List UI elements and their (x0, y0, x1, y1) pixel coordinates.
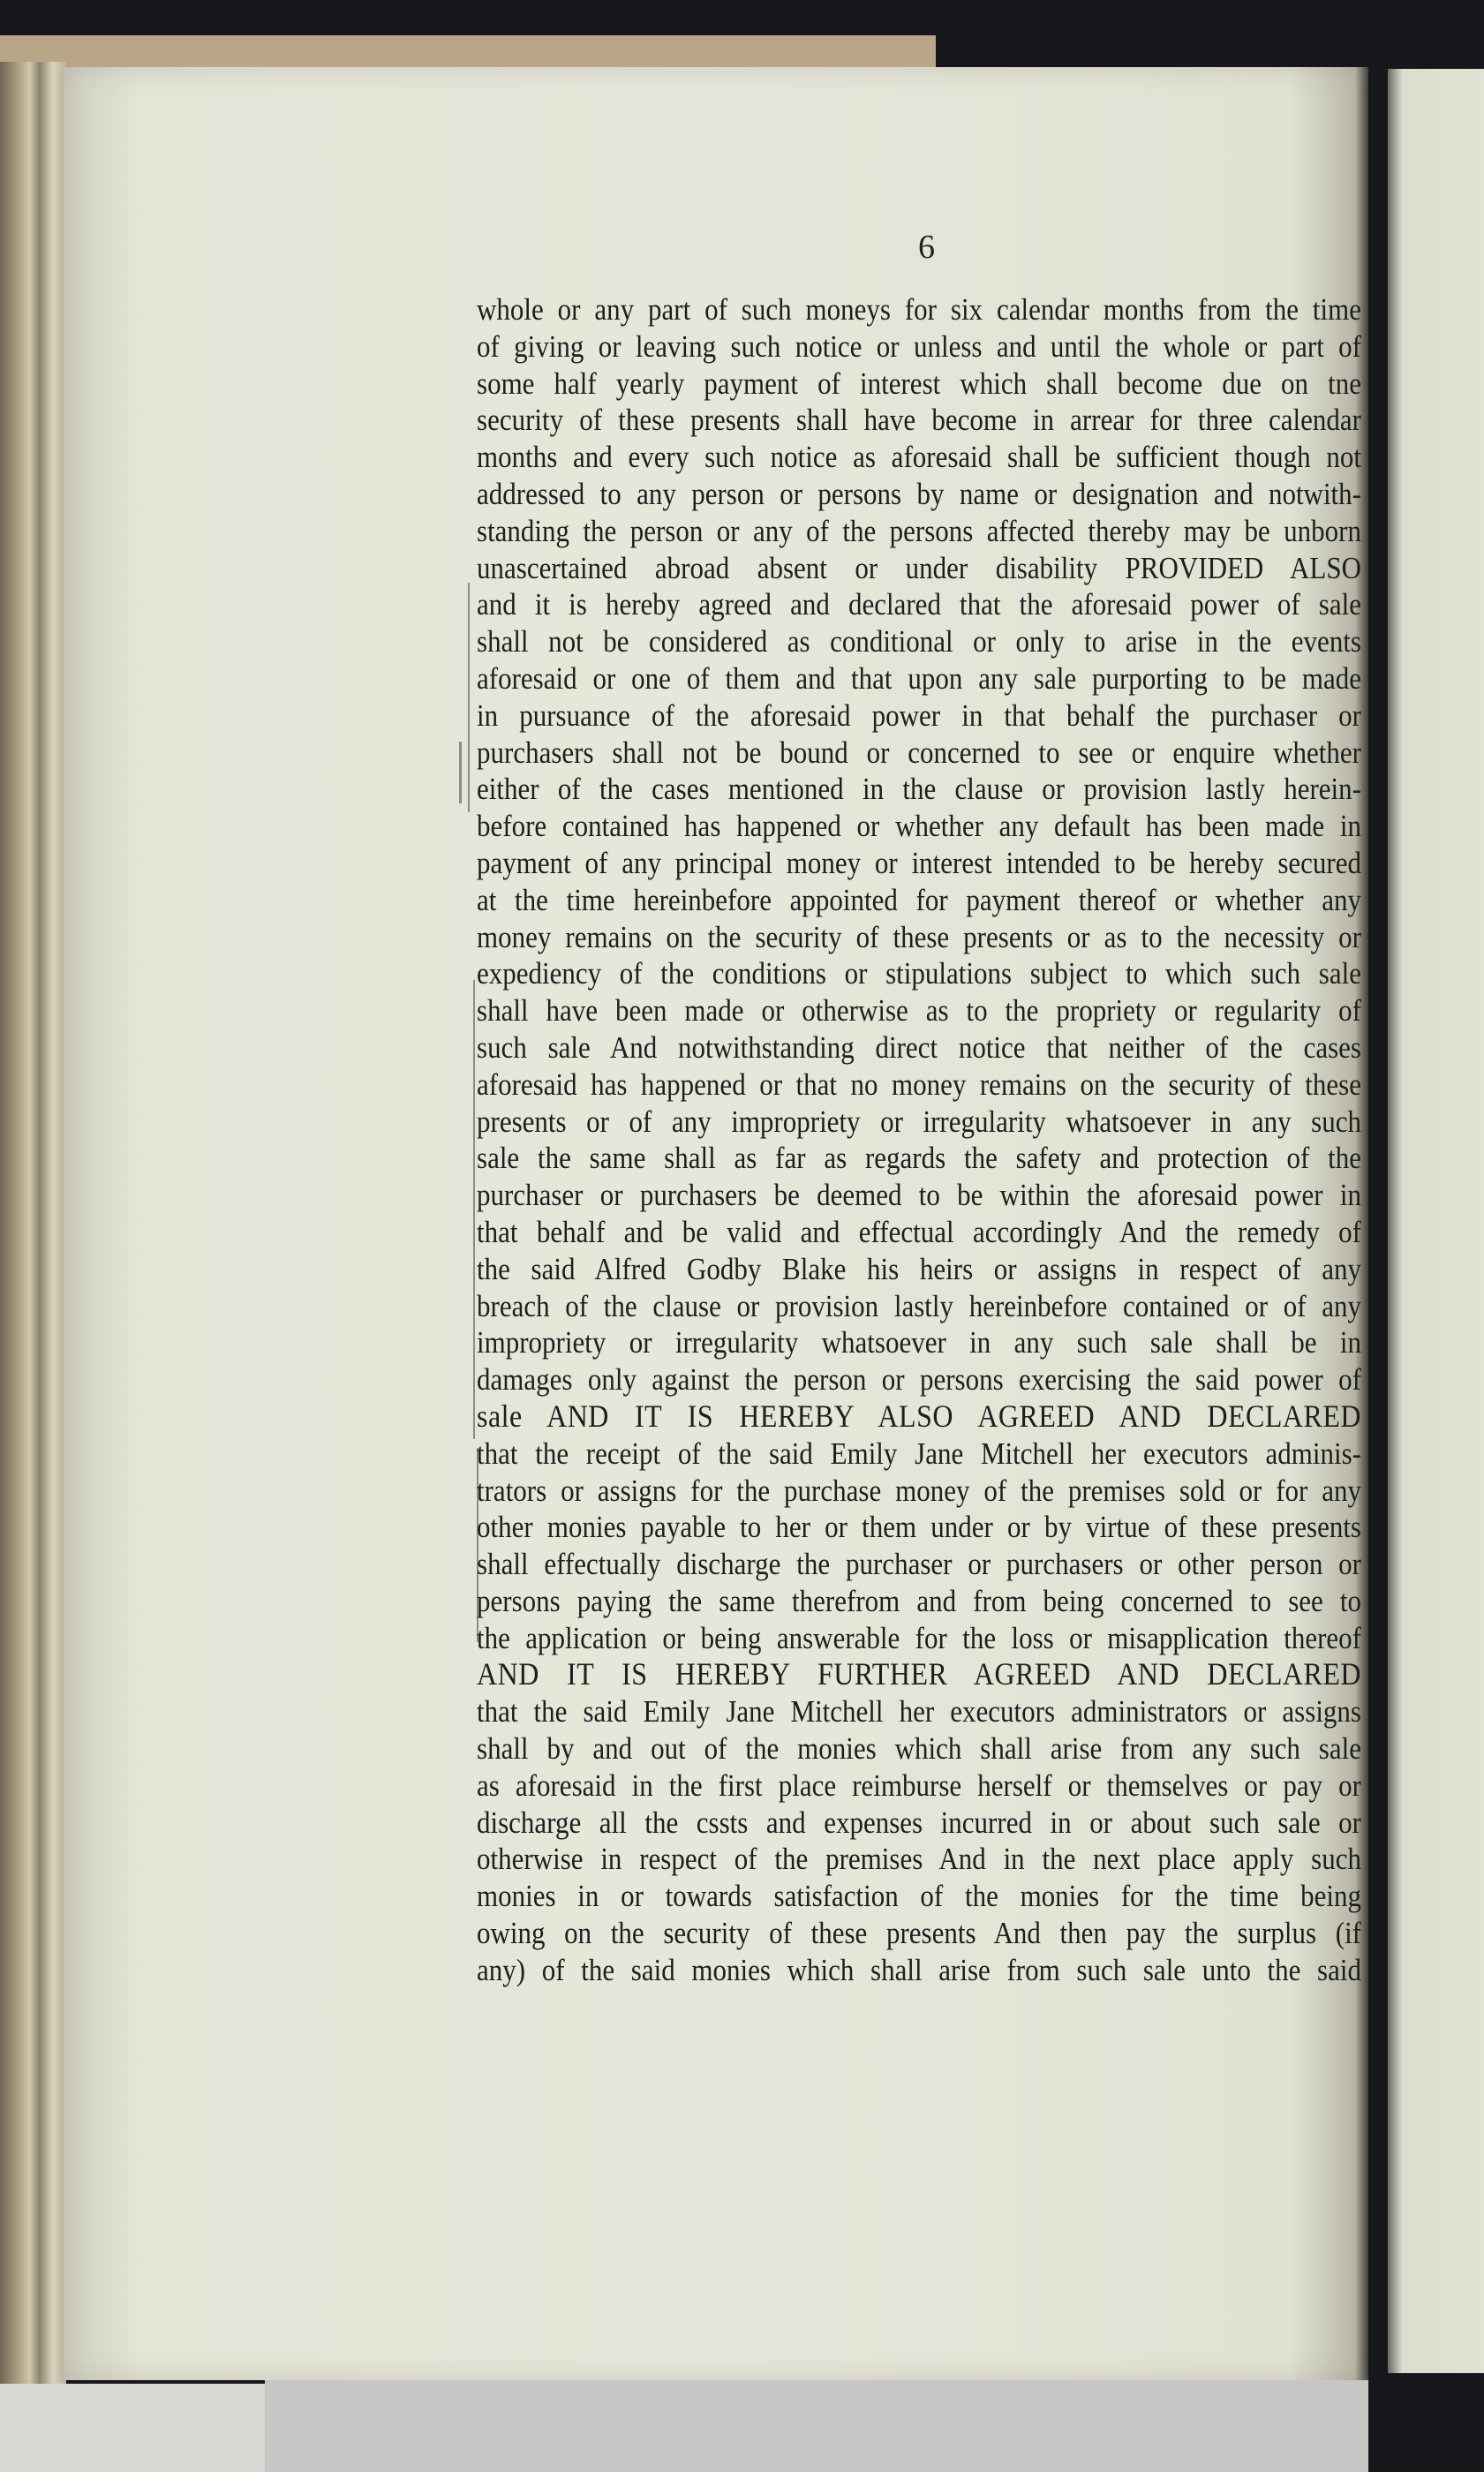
text-line: the said Alfred Godby Blake his heirs or assigns in respect of any (477, 1251, 1361, 1286)
text-line: security of these presents shall have become in arrear for three calendar (477, 403, 1361, 438)
text-line: that the receipt of the said Emily Jane Mitchell her executors adminis- (477, 1436, 1361, 1471)
text-line: trators or assigns for the purchase money of the premises sold or for any (477, 1473, 1361, 1508)
text-line: any) of the said monies which shall arise from such sale unto the said (477, 1952, 1361, 1987)
book-binding (0, 62, 66, 2393)
text-line: breach of the clause or provision lastly hereinbefore contained or of any (477, 1288, 1361, 1323)
text-line: sale AND IT IS HEREBY ALSO AGREED AND DECLARED (477, 1398, 1361, 1434)
text-line: before contained has happened or whether any default has been made in (477, 809, 1361, 844)
text-line: as aforesaid in the first place reimburse herself or themselves or pay or (477, 1767, 1361, 1803)
page-number: 6 (918, 229, 935, 266)
text-line: unascertained abroad absent or under disability PROVIDED ALSO (477, 550, 1361, 585)
text-line: purchasers shall not be bound or concerned to see or enquire whether (477, 735, 1361, 770)
margin-pencil-mark (459, 742, 462, 803)
document-body (477, 291, 1361, 1989)
text-line: AND IT IS HEREBY FURTHER AGREED AND DECLARED (477, 1656, 1361, 1692)
text-line: such sale And notwithstanding direct notice that neither of the cases (477, 1029, 1361, 1065)
text-line: persons paying the same therefrom and from being concerned to see to (477, 1583, 1361, 1618)
text-line: purchaser or purchasers be deemed to be within the aforesaid power in (477, 1177, 1361, 1213)
text-line: payment of any principal money or interest intended to be hereby secured (477, 845, 1361, 881)
text-line: at the time hereinbefore appointed for payment thereof or whether any (477, 882, 1361, 917)
text-line: otherwise in respect of the premises And in the next place apply such (477, 1842, 1361, 1877)
text-line: of giving or leaving such notice or unless and until the whole or part of (477, 328, 1361, 364)
text-line: impropriety or irregularity whatsoever in any such sale shall be in (477, 1325, 1361, 1360)
scan-background (0, 2384, 265, 2472)
text-line: discharge all the cssts and expenses incurred in or about such sale or (477, 1805, 1361, 1840)
text-line: presents or of any impropriety or irregularity whatsoever in any such (477, 1104, 1361, 1139)
text-line: money remains on the security of these presents or as to the necessity or (477, 919, 1361, 954)
text-line: damages only against the person or persons exercising the said power of (477, 1361, 1361, 1398)
margin-pencil-mark (468, 583, 470, 812)
text-line: in pursuance of the aforesaid power in that behalf the purchaser or (477, 697, 1361, 733)
text-line: other monies payable to her or them under or by virtue of these presents (477, 1510, 1361, 1545)
text-line: sale the same shall as far as regards the safety and protection of the (477, 1141, 1361, 1176)
text-line: shall effectually discharge the purchaser or purchasers or other person or (477, 1546, 1361, 1582)
text-line: the application or being answerable for the loss or misapplication thereof (477, 1620, 1361, 1655)
scan-background-strip (265, 2375, 1368, 2472)
text-line: shall have been made or otherwise as to the propriety or regularity of (477, 992, 1361, 1029)
text-line: shall not be considered as conditional or only to arise in the events (477, 624, 1361, 659)
text-line: whole or any part of such moneys for six calendar months from the time (477, 291, 1361, 328)
text-line: that the said Emily Jane Mitchell her executors administrators or assigns (477, 1694, 1361, 1730)
text-line: addressed to any person or persons by name or designation and notwith- (477, 476, 1361, 512)
text-line: some half yearly payment of interest which shall become due on tne (477, 366, 1361, 401)
text-line: expediency of the conditions or stipulations subject to which such sale (477, 956, 1361, 991)
text-line: standing the person or any of the persons affected thereby may be unborn (477, 513, 1361, 548)
facing-page-edge (1388, 69, 1484, 2373)
text-line: owing on the security of these presents And then pay the surplus (if (477, 1915, 1361, 1951)
text-line: and it is hereby agreed and declared that the aforesaid power of sale (477, 587, 1361, 622)
text-line: monies in or towards satisfaction of the monies for the time being (477, 1879, 1361, 1914)
text-line: aforesaid has happened or that no money remains on the security of these (477, 1066, 1361, 1102)
text-line: shall by and out of the monies which shall arise from any such sale (477, 1730, 1361, 1767)
text-line: months and every such notice as aforesaid shall be sufficient though not (477, 440, 1361, 475)
text-line: that behalf and be valid and effectual accordingly And the remedy of (477, 1214, 1361, 1249)
text-line: aforesaid or one of them and that upon any sale purporting to be made (477, 660, 1361, 697)
book-edge-strip (0, 35, 936, 71)
text-line: either of the cases mentioned in the clause or provision lastly herein- (477, 772, 1361, 807)
margin-pencil-mark (473, 980, 475, 1439)
